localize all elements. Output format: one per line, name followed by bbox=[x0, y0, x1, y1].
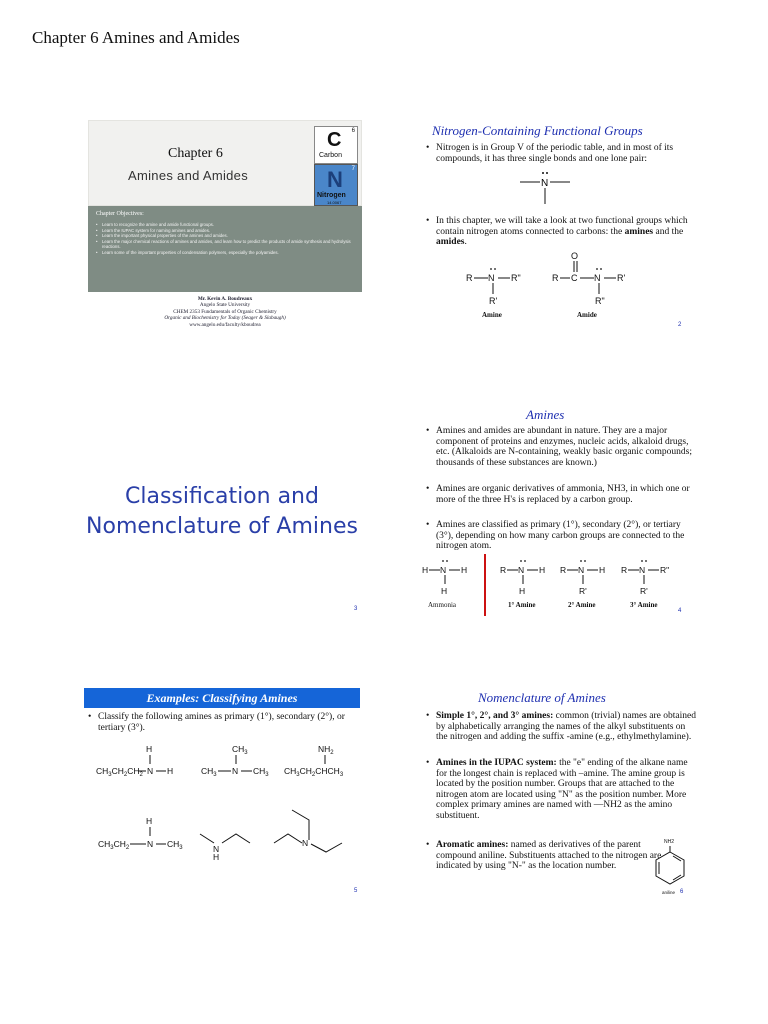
nitrogen-symbol: N bbox=[327, 167, 343, 192]
course: CHEM 2353 Fundamentals of Organic Chemistry bbox=[173, 308, 277, 315]
primary-amine-label: 1° Amine bbox=[508, 601, 536, 609]
page-number: 5 bbox=[354, 888, 358, 894]
svg-text:R: R bbox=[500, 565, 507, 575]
page-number: 4 bbox=[678, 608, 682, 614]
svg-text:CH3: $CH_3$ bbox=[253, 766, 269, 778]
svg-text:C: C bbox=[571, 273, 578, 283]
slide-1-credits bbox=[88, 296, 362, 328]
svg-text:R: R bbox=[560, 565, 567, 575]
nitrogen-structure bbox=[516, 170, 576, 206]
svg-text:H: H bbox=[599, 565, 606, 575]
objective-item: • Learn the IUPAC system for naming amines and amides. bbox=[96, 228, 358, 234]
svg-text:H: H bbox=[539, 565, 546, 575]
amine-label: Amine bbox=[482, 311, 502, 319]
slide-4-bullet-3: • Amines are classified as primary (1°), secondary (2°), or tertiary (3°), depending on how many carbon groups are connected to the nitrogen atom. bbox=[426, 520, 685, 551]
svg-text:H: H bbox=[441, 586, 448, 596]
svg-text:H: H bbox=[422, 565, 429, 575]
slide-6-bullet-1: • Simple 1°, 2°, and 3° amines: common (trivial) names are obtained by alphabetically arranging the names of the alkyl substituents on the nitrogen and adding the suffix -amine (e.g., ethylmethylamine). bbox=[426, 711, 696, 742]
slide-2-bullet-2: • In this chapter, we will take a look at two functional groups which contain nitrogen atoms connected to carbons: the amines and the amides. bbox=[426, 216, 688, 247]
objectives-heading: Chapter Objectives: bbox=[96, 211, 144, 217]
svg-text:H: H bbox=[146, 816, 153, 826]
svg-text:CH3CH2CH2: $CH_3CH_2CH_2$ bbox=[96, 766, 143, 778]
svg-text:R: R bbox=[552, 273, 559, 283]
slide-6-bullet-2: • Amines in the IUPAC system: the "e" ending of the alkane name for the longest chain is replaced with –amine. The amine group is located by the position number. Groups that are attached to the nitrogen atom are located using "N" as the position number. More complex primary amines are named with —NH2 as the amino substituent. bbox=[426, 758, 688, 821]
svg-text:CH3: $CH_3$ bbox=[201, 766, 217, 778]
svg-text:N: N bbox=[232, 766, 239, 776]
svg-text:R": R" bbox=[595, 296, 605, 306]
svg-text:N: N bbox=[440, 565, 447, 575]
amine-examples bbox=[92, 740, 362, 866]
page-number: 6 bbox=[680, 889, 684, 895]
nitrogen-mass: 14.0067 bbox=[327, 200, 342, 205]
tertiary-amine-label: 3° Amine bbox=[630, 601, 658, 609]
slide-4-title: Amines bbox=[526, 407, 565, 422]
svg-text:CH3CH2CHCH3: $CH_3CH_2CHCH_3$ bbox=[284, 766, 344, 778]
ammonia-label: Ammonia bbox=[428, 601, 456, 609]
slide-5-bullet: • Classify the following amines as primary (1°), secondary (2°), or tertiary (3°). bbox=[88, 712, 345, 733]
svg-text:CH3: $CH_3$ bbox=[167, 839, 183, 851]
svg-text:N: N bbox=[578, 565, 585, 575]
carbon-name: Carbon bbox=[319, 152, 342, 159]
objective-item: • Learn the major chemical reactions of amines and amides, and learn how to predict the products of amide synthesis and hydrolysis reactions. bbox=[96, 239, 358, 250]
slide-2-bullet-1: • Nitrogen is in Group V of the periodic table, and in most of its compounds, it has three single bonds and one lone pair: bbox=[426, 143, 674, 164]
slide-5-title: Examples: Classifying Amines bbox=[84, 688, 360, 708]
slide-2-title: Nitrogen-Containing Functional Groups bbox=[432, 123, 643, 138]
svg-text:R: R bbox=[466, 273, 473, 283]
svg-text:N: N bbox=[302, 838, 309, 848]
slide-6-title: Nomenclature of Amines bbox=[478, 690, 606, 705]
author-name: Mr. Kevin A. Boudreaux bbox=[197, 296, 253, 302]
slide-3-title: Classification and Nomenclature of Amines bbox=[86, 484, 358, 539]
svg-text:N: N bbox=[541, 178, 549, 189]
svg-text:R': R' bbox=[640, 586, 648, 596]
svg-text:N: N bbox=[213, 844, 220, 854]
amine-amide-structures bbox=[460, 250, 640, 312]
slide-1-subtitle: Amines and Amides bbox=[128, 168, 248, 183]
nitrogen-name: Nitrogen bbox=[317, 192, 346, 199]
svg-text:O: O bbox=[571, 251, 579, 261]
university: Angelo State University bbox=[199, 302, 251, 309]
svg-text:R': R' bbox=[617, 273, 626, 283]
svg-text:N: N bbox=[488, 273, 495, 283]
divider-line bbox=[484, 554, 486, 616]
aniline-ring bbox=[652, 846, 688, 888]
svg-text:R": R" bbox=[660, 565, 670, 575]
svg-text:CH3: $CH_3$ bbox=[232, 744, 248, 756]
svg-text:N: N bbox=[594, 273, 601, 283]
svg-text:NH2: $NH_2$ bbox=[318, 744, 334, 756]
svg-text:N: N bbox=[147, 766, 154, 776]
svg-text:N: N bbox=[518, 565, 525, 575]
svg-text:R": R" bbox=[511, 273, 521, 283]
nitrogen-tile bbox=[314, 164, 358, 206]
svg-text:R': R' bbox=[489, 296, 498, 306]
carbon-tile bbox=[314, 126, 358, 164]
slide-1-chapter: Chapter 6 bbox=[168, 146, 223, 161]
svg-text:H: H bbox=[461, 565, 468, 575]
objective-item: • Learn the important physical properties of the amines and amides. bbox=[96, 233, 358, 239]
svg-text:R': R' bbox=[579, 586, 587, 596]
page-number: 2 bbox=[678, 322, 682, 328]
slide-6-bullet-3: • Aromatic amines: named as derivatives of the parent compound aniline. Substituents attached to the nitrogen are indicated by using "N-" as the location number. bbox=[426, 840, 662, 871]
svg-text:H: H bbox=[146, 744, 153, 754]
slide-4-bullet-2: • Amines are organic derivatives of ammonia, NH3, in which one or more of the three H's is replaced by a carbon group. bbox=[426, 484, 690, 505]
amide-label: Amide bbox=[577, 311, 597, 319]
objective-item: • Learn to recognize the amine and amide functional groups. bbox=[96, 222, 358, 228]
svg-text:N: N bbox=[639, 565, 646, 575]
carbon-number: 6 bbox=[351, 128, 355, 134]
svg-text:CH3CH2: $CH_3CH_2$ bbox=[98, 839, 130, 851]
objectives-list bbox=[96, 222, 358, 256]
objective-item: • Learn some of the important properties of condensation polymers, especially the polyamides. bbox=[96, 250, 358, 256]
svg-text:H: H bbox=[213, 852, 220, 862]
slide-4-bullet-1: • Amines and amides are abundant in nature. They are a major component of proteins and enzymes, nucleic acids, alkaloid drugs, etc. (Alkaloids are N-containing, weakly basic organic compounds; thousands of these substances are known.) bbox=[426, 426, 692, 468]
nitrogen-number: 7 bbox=[351, 166, 355, 172]
amine-classification-structures bbox=[418, 556, 698, 598]
secondary-amine-label: 2° Amine bbox=[568, 601, 596, 609]
svg-text:N: N bbox=[147, 839, 154, 849]
carbon-symbol: C bbox=[327, 129, 342, 151]
page-title: Chapter 6 Amines and Amides bbox=[32, 28, 240, 47]
aniline-label: aniline bbox=[662, 890, 676, 895]
textbook: Organic and Biochemistry for Today (Seager & Slabaugh) bbox=[164, 315, 286, 322]
svg-text:R: R bbox=[621, 565, 628, 575]
url: www.angelo.edu/faculty/kboudrea bbox=[189, 321, 261, 328]
page-number: 3 bbox=[354, 606, 358, 612]
svg-text:H: H bbox=[519, 586, 526, 596]
nh2-label: NH2 bbox=[664, 839, 675, 845]
svg-text:H: H bbox=[167, 766, 174, 776]
